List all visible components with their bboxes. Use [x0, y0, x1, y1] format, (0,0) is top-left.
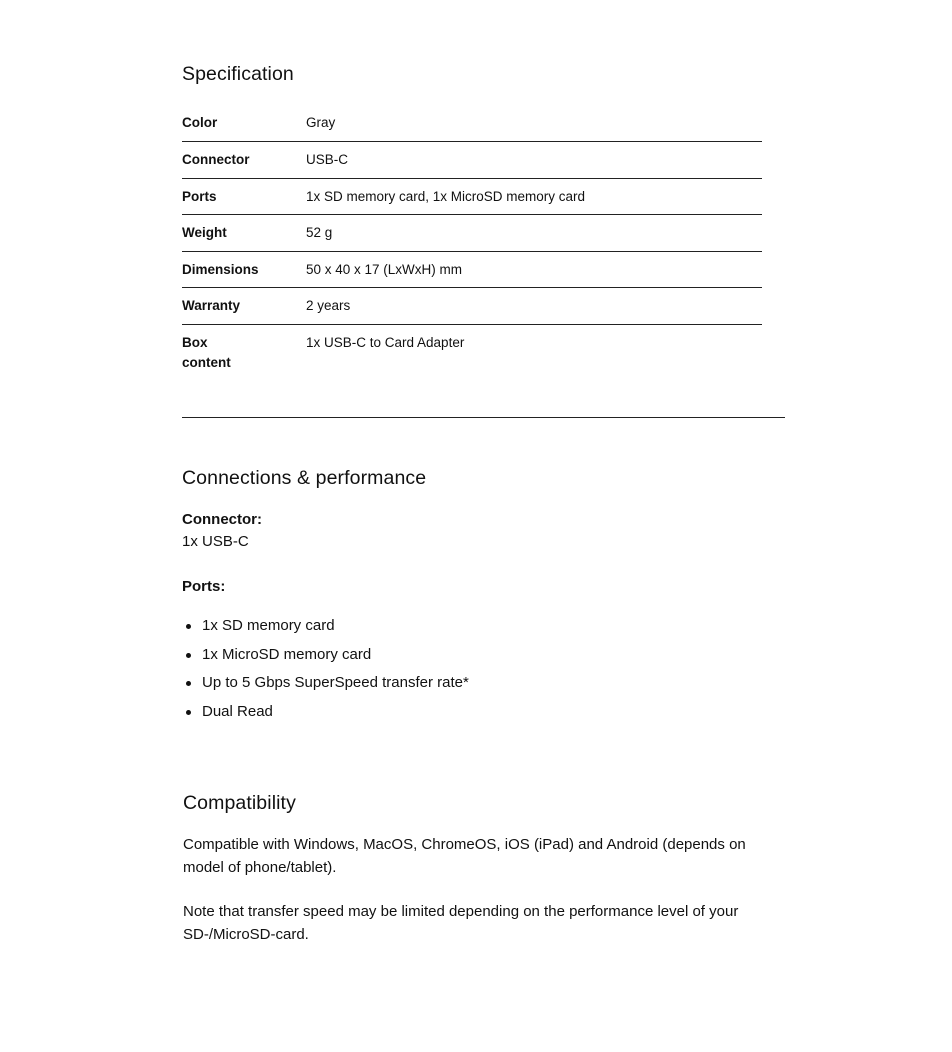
spec-row-warranty [182, 288, 762, 325]
spec-row-ports [182, 178, 762, 215]
spec-row-color [182, 105, 762, 142]
spec-key: Ports [182, 178, 306, 215]
bullet-icon [186, 681, 191, 686]
list-item [182, 669, 469, 698]
list-item [182, 612, 469, 641]
spec-key: Weight [182, 215, 306, 252]
spec-key: Warranty [182, 288, 306, 325]
transfer-speed-note: Note that transfer speed may be limited depending on the performance level of your SD-/MicroSD-card. [183, 903, 739, 943]
compatibility-paragraph: Compatible with Windows, MacOS, ChromeOS, iOS (iPad) and Android (depends on model of phone/tablet). [183, 836, 746, 876]
connector-value: 1x USB-C [182, 533, 249, 550]
spec-row-connector [182, 142, 762, 179]
list-item-text: Dual Read [202, 703, 273, 721]
list-item-text: 1x SD memory card [202, 617, 335, 634]
ports-list [182, 612, 469, 727]
spec-value: 2 years [306, 288, 762, 325]
spec-value: 1x SD memory card, 1x MicroSD memory card [306, 178, 762, 215]
section-divider [182, 417, 785, 418]
specification-table [182, 105, 762, 384]
spec-key: Color [182, 105, 306, 142]
bullet-icon [186, 624, 191, 629]
list-item-text: Up to 5 Gbps SuperSpeed transfer rate* [202, 674, 469, 692]
spec-value: 52 g [306, 215, 762, 252]
spec-value: 1x USB-C to Card Adapter [306, 334, 465, 350]
list-item [182, 641, 469, 670]
spec-row-box-content [182, 324, 762, 384]
compatibility-heading: Compatibility [183, 792, 296, 814]
spec-key-text: Box content [182, 334, 231, 370]
spec-key: Connector [182, 142, 306, 179]
spec-value: USB-C [306, 142, 762, 179]
spec-row-dimensions [182, 251, 762, 288]
bullet-icon [186, 710, 191, 715]
connector-label: Connector: [182, 511, 262, 528]
specification-heading: Specification [182, 63, 294, 85]
spec-key [182, 324, 306, 384]
ports-label: Ports: [182, 578, 226, 595]
bullet-icon [186, 653, 191, 658]
list-item-text: 1x MicroSD memory card [202, 645, 372, 663]
spec-value: 50 x 40 x 17 (LxWxH) mm [306, 251, 762, 288]
spec-key: Dimensions [182, 251, 306, 288]
list-item [182, 698, 469, 727]
spec-row-weight [182, 215, 762, 252]
connections-heading: Connections & performance [182, 467, 427, 489]
spec-value: Gray [306, 105, 762, 142]
